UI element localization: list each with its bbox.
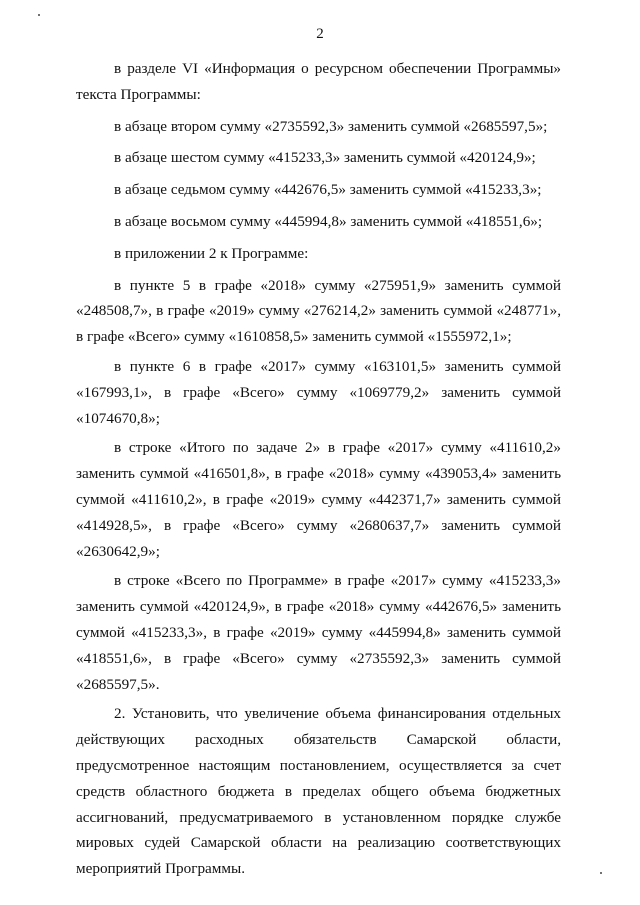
paragraph: в приложении 2 к Программе: (114, 244, 309, 262)
paragraph: в абзаце восьмом сумму «445994,8» заменить суммой «418551,6»; (114, 212, 543, 230)
paragraph: в пункте 6 в графе «2017» сумму «163101,5» заменить суммой «167993,1», в графе «Всего» сумму «1069779,2» заменить суммой «1074670,8»; (76, 357, 561, 427)
page-number: 2 (316, 26, 324, 42)
document-body (76, 56, 561, 882)
paragraph: в абзаце втором сумму «2735592,3» заменить суммой «2685597,5»; (114, 117, 548, 135)
paragraph: в пункте 5 в графе «2018» сумму «275951,9» заменить суммой «248508,7», в графе «2019» сумму «276214,2» заменить суммой «248771», в графе «Всего» сумму «1610858,5» заменить суммой «1555972,1»; (76, 276, 561, 346)
paragraph: в абзаце шестом сумму «415233,3» заменить суммой «420124,9»; (114, 149, 536, 167)
paragraph: в строке «Всего по Программе» в графе «2017» сумму «415233,3» заменить суммой «420124,9», в графе «2018» сумму «442676,5» заменить суммой «415233,3», в графе «2019» сумму «445994,8» заменить суммой «418551,6», в графе «Всего» сумму «2735592,3» заменить суммой «2685597,5». (76, 572, 561, 693)
scan-speck (600, 872, 602, 874)
paragraph: 2. Установить, что увеличение объема финансирования отдельных действующих расходных обязательств Самарской области, предусмотренное настоящим постановлением, осуществляется за счет средств областного бюджета в пределах общего объема бюджетных ассигнований, предусматриваемого в установленном порядке службе мировых судей Самарской области на реализацию соответствующих мероприятий Программы. (76, 705, 561, 878)
paragraph: в абзаце седьмом сумму «442676,5» заменить суммой «415233,3»; (114, 181, 542, 199)
paragraph: в разделе VI «Информация о ресурсном обеспечении Программы» текста Программы: (76, 60, 561, 103)
paragraph: в строке «Итого по задаче 2» в графе «2017» сумму «411610,2» заменить суммой «416501,8», в графе «2018» сумму «439053,4» заменить суммой «411610,2», в графе «2019» сумму «442371,7» заменить суммой «414928,5», в графе «Всего» сумму «2680637,7» заменить суммой «2630642,9»; (76, 439, 561, 560)
scan-speck (38, 14, 40, 16)
